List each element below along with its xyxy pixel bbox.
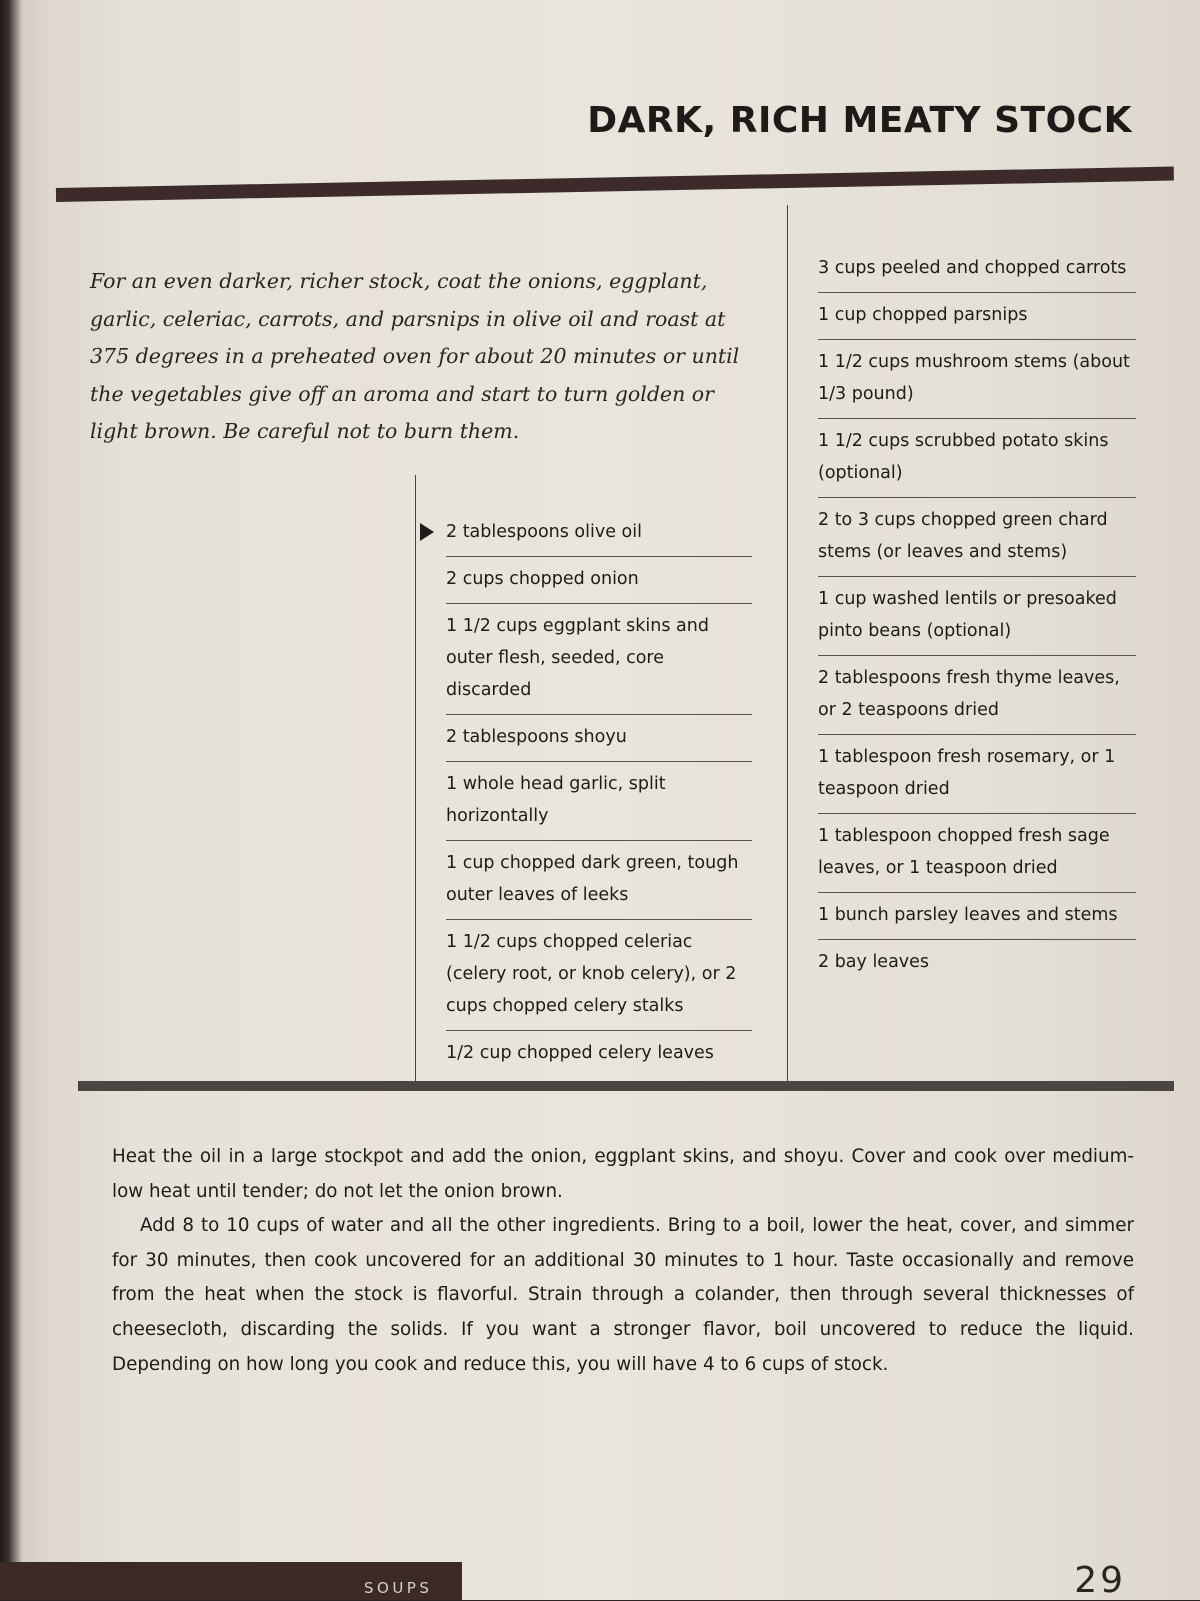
intro-note: For an even darker, richer stock, coat the onions, eggplant, garlic, celeriac, carrots, and parsnips in olive oil and roast at 375 degrees in a preheated oven for about 20 minutes or until the vegetables give off an aroma and start to turn golden or light brown. Be careful not to burn them. bbox=[90, 269, 740, 443]
ingredient-item: 2 tablespoons fresh thyme leaves, or 2 teaspoons dried bbox=[818, 656, 1136, 735]
recipe-title: DARK, RICH MEATY STOCK bbox=[587, 100, 1132, 141]
ingredient-item: 1 1/2 cups scrubbed potato skins (optional) bbox=[818, 419, 1136, 498]
ingredient-item: 2 bay leaves bbox=[818, 952, 930, 972]
method-text bbox=[112, 1140, 1134, 1382]
ingredient-item: 1 1/2 cups eggplant skins and outer flesh, seeded, core discarded bbox=[446, 604, 752, 715]
ingredients-right-column bbox=[818, 246, 1136, 986]
column-divider-left bbox=[415, 475, 416, 1085]
section-label: SOUPS bbox=[364, 1579, 433, 1597]
ingredient-item: 1 1/2 cups mushroom stems (about 1/3 pound) bbox=[818, 340, 1136, 419]
ingredients-left-column bbox=[446, 510, 752, 1077]
ingredient-item: 3 cups peeled and chopped carrots bbox=[818, 246, 1136, 293]
method-paragraph: Heat the oil in a large stockpot and add the onion, eggplant skins, and shoyu. Cover and cook over medium-low heat until tender; do not let the onion brown. bbox=[112, 1146, 1134, 1202]
ingredient-item: 1 tablespoon fresh rosemary, or 1 teaspoon dried bbox=[818, 735, 1136, 814]
ingredient-item: 2 cups chopped onion bbox=[446, 557, 752, 604]
ingredient-item: 1/2 cup chopped celery leaves bbox=[446, 1043, 714, 1063]
ingredient-item bbox=[446, 510, 752, 557]
ingredients-bottom-rule bbox=[78, 1081, 1174, 1091]
ingredient-item: 1 cup chopped dark green, tough outer leaves of leeks bbox=[446, 841, 752, 920]
ingredient-item: 1 1/2 cups chopped celeriac (celery root, or knob celery), or 2 cups chopped celery stalks bbox=[446, 920, 752, 1031]
ingredient-item: 1 tablespoon chopped fresh sage leaves, or 1 teaspoon dried bbox=[818, 814, 1136, 893]
page-number: 29 bbox=[1074, 1560, 1126, 1601]
ingredient-text: 2 tablespoons olive oil bbox=[446, 522, 642, 542]
ingredient-item: 2 tablespoons shoyu bbox=[446, 715, 752, 762]
ingredient-item: 1 bunch parsley leaves and stems bbox=[818, 893, 1136, 940]
method-paragraph: Add 8 to 10 cups of water and all the other ingredients. Bring to a boil, lower the heat, cover, and simmer for 30 minutes, then cook uncovered for an additional 30 minutes to 1 hour. Taste occasionally and remove from the heat when the stock is flavorful. Strain through a colander, then through several thicknesses of cheesecloth, discarding the solids. If you want a stronger flavor, boil uncovered to reduce the liquid. Depending on how long you cook and reduce this, you will have 4 to 6 cups of stock. bbox=[112, 1215, 1134, 1375]
column-divider-middle bbox=[787, 205, 788, 1085]
triangle-bullet-icon bbox=[420, 523, 434, 541]
ingredient-item: 1 cup chopped parsnips bbox=[818, 293, 1136, 340]
ingredient-item: 1 whole head garlic, split horizontally bbox=[446, 762, 752, 841]
ingredient-item: 1 cup washed lentils or presoaked pinto beans (optional) bbox=[818, 577, 1136, 656]
page-gutter-shadow bbox=[0, 0, 22, 1600]
ingredient-item: 2 to 3 cups chopped green chard stems (or leaves and stems) bbox=[818, 498, 1136, 577]
title-rule bbox=[56, 167, 1174, 202]
page-top-edge bbox=[0, 0, 1200, 40]
